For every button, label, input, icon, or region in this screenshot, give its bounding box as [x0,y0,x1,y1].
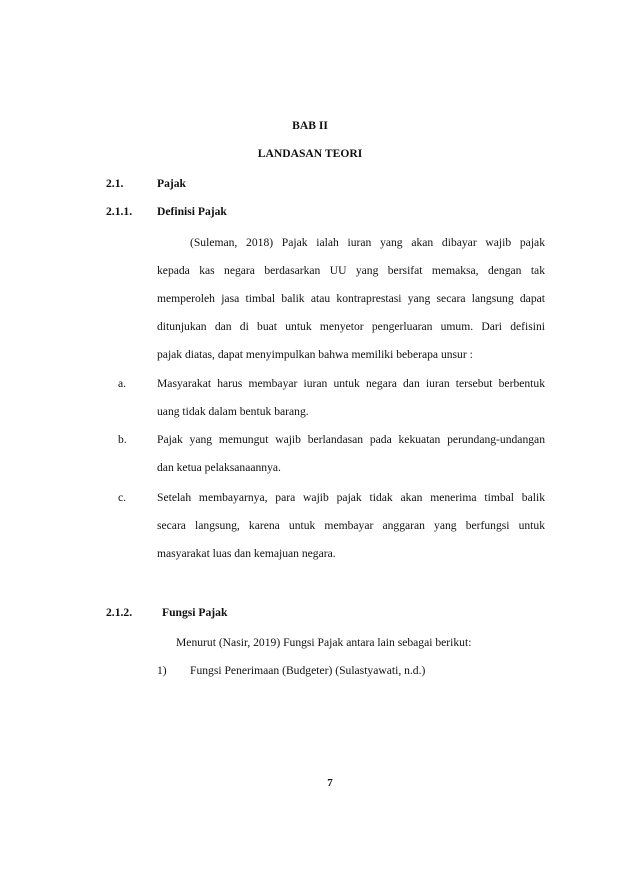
list-item-line: secara langsung, karena untuk membayar anggaran yang berfungsi untuk [157,519,545,532]
section-number: 2.1. [106,177,124,190]
list-item-line: dan ketua pelaksanaannya. [157,461,281,474]
paragraph-line: kepada kas negara berdasarkan UU yang bersifat memaksa, dengan tak [157,264,545,277]
list-item-line: uang tidak dalam bentuk barang. [157,405,309,418]
subsection-number: 2.1.2. [106,606,133,619]
section-title: Pajak [157,177,186,190]
chapter-title: LANDASAN TEORI [257,147,363,160]
paragraph-line: (Suleman, 2018) Pajak ialah iuran yang akan dibayar wajib pajak [190,236,545,249]
list-marker: a. [118,377,127,390]
subsection-number: 2.1.1. [106,205,133,218]
list-item-line: Masyarakat harus membayar iuran untuk negara dan iuran tersebut berbentuk [157,377,545,390]
list-item-line: Setelah membayarnya, para wajib pajak tidak akan menerima timbal balik [157,491,545,504]
paragraph-line: memperoleh jasa timbal balik atau kontraprestasi yang secara langsung dapat [157,292,545,305]
list-marker: 1) [157,664,167,677]
chapter-number: BAB II [292,119,328,132]
subsection-title: Definisi Pajak [157,205,227,218]
list-item-line: Pajak yang memungut wajib berlandasan pada kekuatan perundang-undangan [157,433,545,446]
list-item-line: Fungsi Penerimaan (Budgeter) (Sulastyawati, n.d.) [190,664,426,677]
paragraph-line: Menurut (Nasir, 2019) Fungsi Pajak antara lain sebagai berikut: [176,636,472,649]
list-marker: b. [118,433,127,446]
list-marker: c. [118,491,127,504]
paragraph-line: pajak diatas, dapat menyimpulkan bahwa memiliki beberapa unsur : [157,348,473,361]
page-number: 7 [327,777,333,789]
subsection-title: Fungsi Pajak [162,606,228,619]
paragraph-line: ditunjukan dan di buat untuk menyetor pengerluaran umum. Dari defisini [157,320,545,333]
list-item-line: masyarakat luas dan kemajuan negara. [157,547,336,560]
